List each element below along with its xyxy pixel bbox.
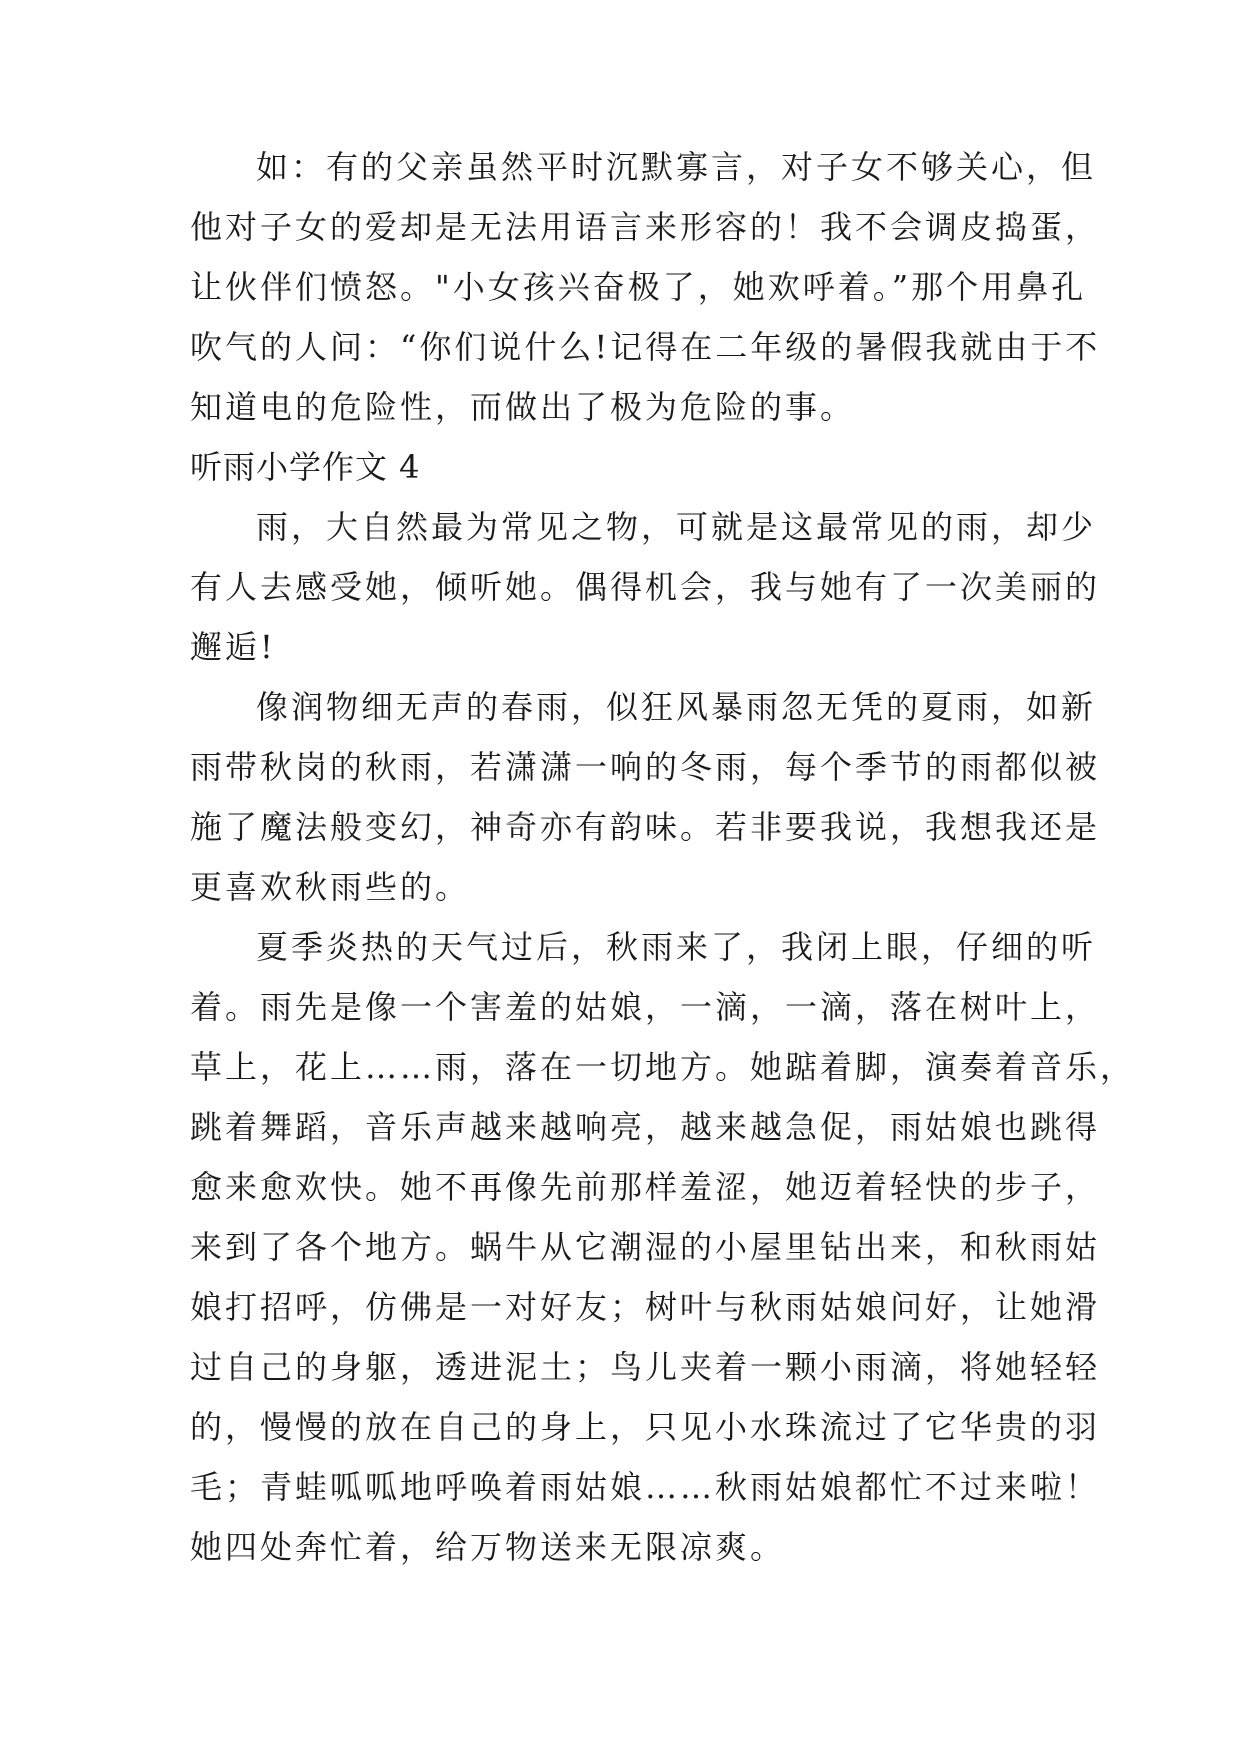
paragraph-line: 像润物细无声的春雨，似狂风暴雨忽无凭的夏雨，如新 xyxy=(256,688,1097,726)
paragraph-line: 过自己的身躯，透进泥土；鸟儿夹着一颗小雨滴，将她轻轻 xyxy=(190,1348,1101,1386)
paragraph-line: 毛；青蛙呱呱地呼唤着雨姑娘……秋雨姑娘都忙不过来啦！ xyxy=(190,1468,1101,1506)
paragraph-line: 如：有的父亲虽然平时沉默寡言，对子女不够关心，但 xyxy=(256,148,1097,186)
paragraph-line: 施了魔法般变幻，神奇亦有韵味。若非要我说，我想我还是 xyxy=(190,808,1101,846)
paragraph-line: 娘打招呼，仿佛是一对好友；树叶与秋雨姑娘问好，让她滑 xyxy=(190,1288,1101,1326)
paragraph-line: 愈来愈欢快。她不再像先前那样羞涩，她迈着轻快的步子， xyxy=(190,1168,1101,1206)
paragraph-line: 的，慢慢的放在自己的身上，只见小水珠流过了它华贵的羽 xyxy=(190,1408,1101,1446)
paragraph-line: 跳着舞蹈，音乐声越来越响亮，越来越急促，雨姑娘也跳得 xyxy=(190,1108,1101,1146)
paragraph-line: 夏季炎热的天气过后，秋雨来了，我闭上眼，仔细的听 xyxy=(256,928,1097,966)
paragraph-line: 雨，大自然最为常见之物，可就是这最常见的雨，却少 xyxy=(256,508,1097,546)
paragraph-line: 让伙伴们愤怒。"小女孩兴奋极了，她欢呼着。”那个用鼻孔 xyxy=(190,268,1087,306)
paragraph-line: 她四处奔忙着，给万物送来无限凉爽。 xyxy=(190,1528,786,1566)
paragraph-line: 他对子女的爱却是无法用语言来形容的！我不会调皮捣蛋， xyxy=(190,208,1101,246)
paragraph-line: 着。雨先是像一个害羞的姑娘，一滴，一滴，落在树叶上， xyxy=(190,988,1101,1026)
paragraph-line: 有人去感受她，倾听她。偶得机会，我与她有了一次美丽的 xyxy=(190,568,1101,606)
paragraph-line: 邂逅! xyxy=(190,628,276,666)
paragraph-line: 来到了各个地方。蜗牛从它潮湿的小屋里钻出来，和秋雨姑 xyxy=(190,1228,1101,1266)
section-heading: 听雨小学作文 4 xyxy=(190,448,421,486)
paragraph-line: 更喜欢秋雨些的。 xyxy=(190,868,471,906)
paragraph-line: 吹气的人问：“你们说什么!记得在二年级的暑假我就由于不 xyxy=(190,328,1101,366)
paragraph-line: 草上，花上……雨，落在一切地方。她踮着脚，演奏着音乐， xyxy=(190,1048,1136,1086)
paragraph-line: 知道电的危险性，而做出了极为危险的事。 xyxy=(190,388,856,426)
document-body xyxy=(190,137,1136,1577)
paragraph-line: 雨带秋岗的秋雨，若潇潇一响的冬雨，每个季节的雨都似被 xyxy=(190,748,1101,786)
